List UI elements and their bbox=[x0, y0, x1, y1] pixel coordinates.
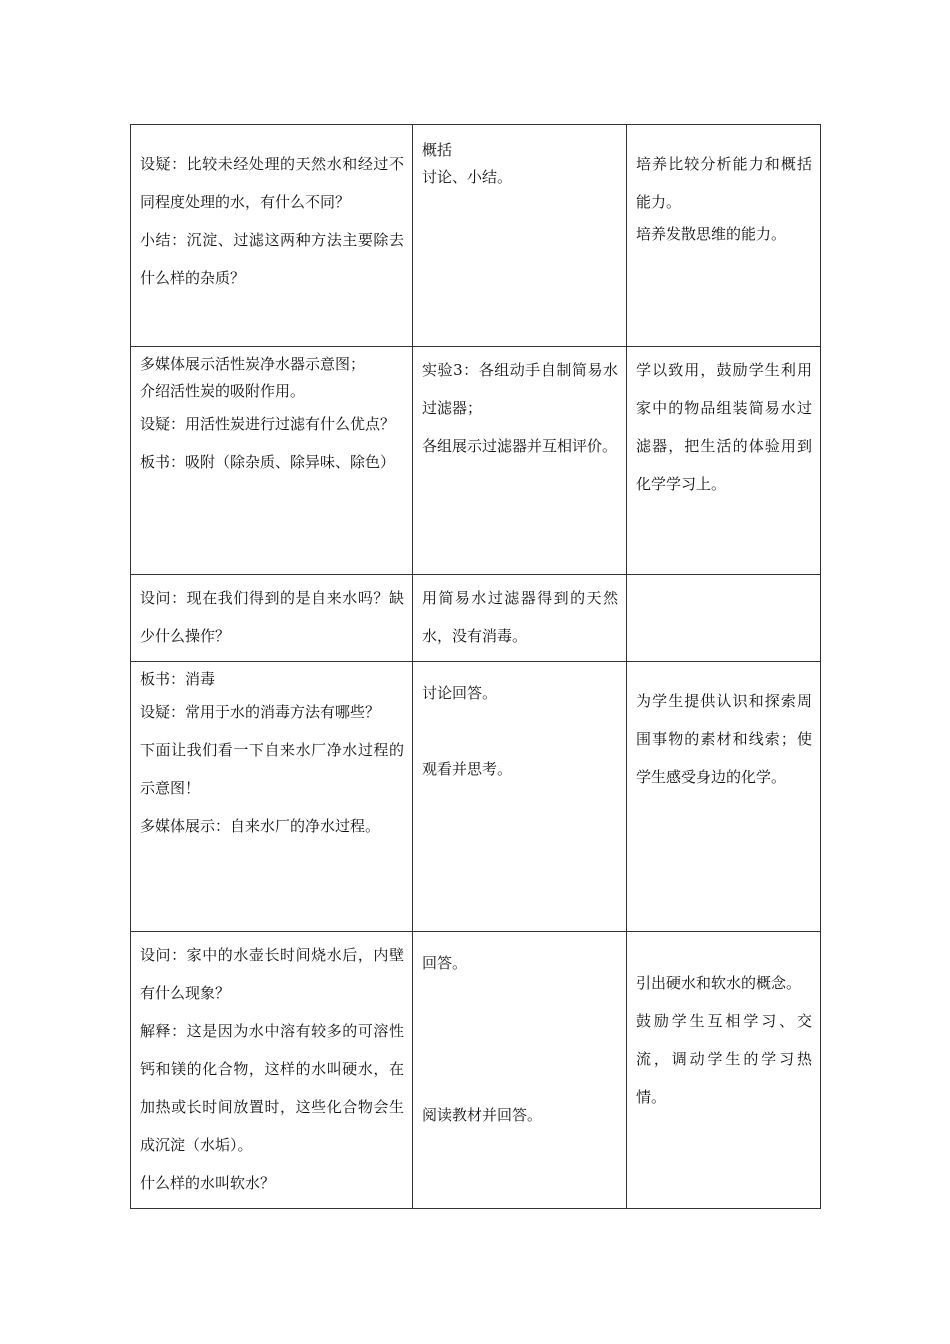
student-text: 概括 bbox=[422, 141, 453, 159]
student-text: 观看并思考。 bbox=[422, 760, 513, 778]
student-activity-cell bbox=[413, 575, 627, 662]
teacher-text: 下面让我们看一下自来水厂净水过程的示意图！ bbox=[140, 741, 404, 797]
student-text: 回答。 bbox=[422, 954, 468, 972]
student-activity-cell bbox=[413, 125, 627, 347]
teacher-activity-cell bbox=[131, 932, 413, 1209]
teacher-text: 多媒体展示：自来水厂的净水过程。 bbox=[140, 817, 381, 835]
intent-text: 培养比较分析能力和概括能力。 bbox=[636, 155, 812, 211]
design-intent-cell bbox=[627, 662, 821, 932]
student-activity-cell bbox=[413, 932, 627, 1209]
intent-text: 引出硬水和软水的概念。 bbox=[636, 974, 802, 992]
table-row bbox=[131, 347, 821, 575]
intent-text: 鼓励学生互相学习、交流，调动学生的学习热情。 bbox=[636, 1012, 812, 1106]
teacher-activity-cell bbox=[131, 662, 413, 932]
intent-text: 培养发散思维的能力。 bbox=[636, 225, 787, 243]
teacher-text: 设疑：比较未经处理的天然水和经过不同程度处理的水，有什么不同？ bbox=[140, 155, 404, 211]
student-text: 讨论、小结。 bbox=[422, 168, 513, 186]
intent-text: 为学生提供认识和探索周围事物的素材和线索；使学生感受身边的化学。 bbox=[636, 692, 812, 786]
teacher-text: 多媒体展示活性炭净水器示意图； bbox=[140, 355, 366, 373]
lesson-plan-table bbox=[130, 124, 821, 1209]
student-text: 各组展示过滤器并互相评价。 bbox=[422, 437, 618, 455]
teacher-activity-cell bbox=[131, 347, 413, 575]
intent-text: 学以致用，鼓励学生利用家中的物品组装简易水过滤器，把生活的体验用到化学学习上。 bbox=[636, 361, 812, 493]
design-intent-cell bbox=[627, 125, 821, 347]
teacher-text: 介绍活性炭的吸附作用。 bbox=[140, 382, 306, 400]
table-row bbox=[131, 125, 821, 347]
design-intent-cell bbox=[627, 932, 821, 1209]
student-text: 阅读教材并回答。 bbox=[422, 1106, 543, 1124]
table-row bbox=[131, 662, 821, 932]
teacher-text: 小结：沉淀、过滤这两种方法主要除去什么样的杂质？ bbox=[140, 231, 404, 287]
teacher-text: 设问：家中的水壶长时间烧水后，内壁有什么现象？ bbox=[140, 946, 404, 1002]
student-activity-cell bbox=[413, 662, 627, 932]
table-row bbox=[131, 932, 821, 1209]
teacher-activity-cell bbox=[131, 575, 413, 662]
teacher-text: 板书：吸附（除杂质、除异味、除色） bbox=[140, 453, 396, 471]
teacher-text: 设疑：常用于水的消毒方法有哪些？ bbox=[140, 703, 381, 721]
student-text: 实验3：各组动手自制简易水过滤器； bbox=[422, 361, 618, 417]
design-intent-cell bbox=[627, 575, 821, 662]
student-text: 讨论回答。 bbox=[422, 684, 498, 702]
teacher-text: 板书：消毒 bbox=[140, 670, 216, 688]
design-intent-cell bbox=[627, 347, 821, 575]
teacher-activity-cell bbox=[131, 125, 413, 347]
student-activity-cell bbox=[413, 347, 627, 575]
teacher-text: 什么样的水叫软水？ bbox=[140, 1174, 276, 1192]
teacher-text: 设疑：用活性炭进行过滤有什么优点？ bbox=[140, 415, 396, 433]
student-text: 用简易水过滤器得到的天然水，没有消毒。 bbox=[422, 589, 618, 645]
teacher-text: 解释：这是因为水中溶有较多的可溶性钙和镁的化合物，这样的水叫硬水，在加热或长时间放置时，这些化合物会生成沉淀（水垢）。 bbox=[140, 1022, 404, 1154]
teacher-text: 设问：现在我们得到的是自来水吗？缺少什么操作？ bbox=[140, 589, 404, 645]
table-row bbox=[131, 575, 821, 662]
